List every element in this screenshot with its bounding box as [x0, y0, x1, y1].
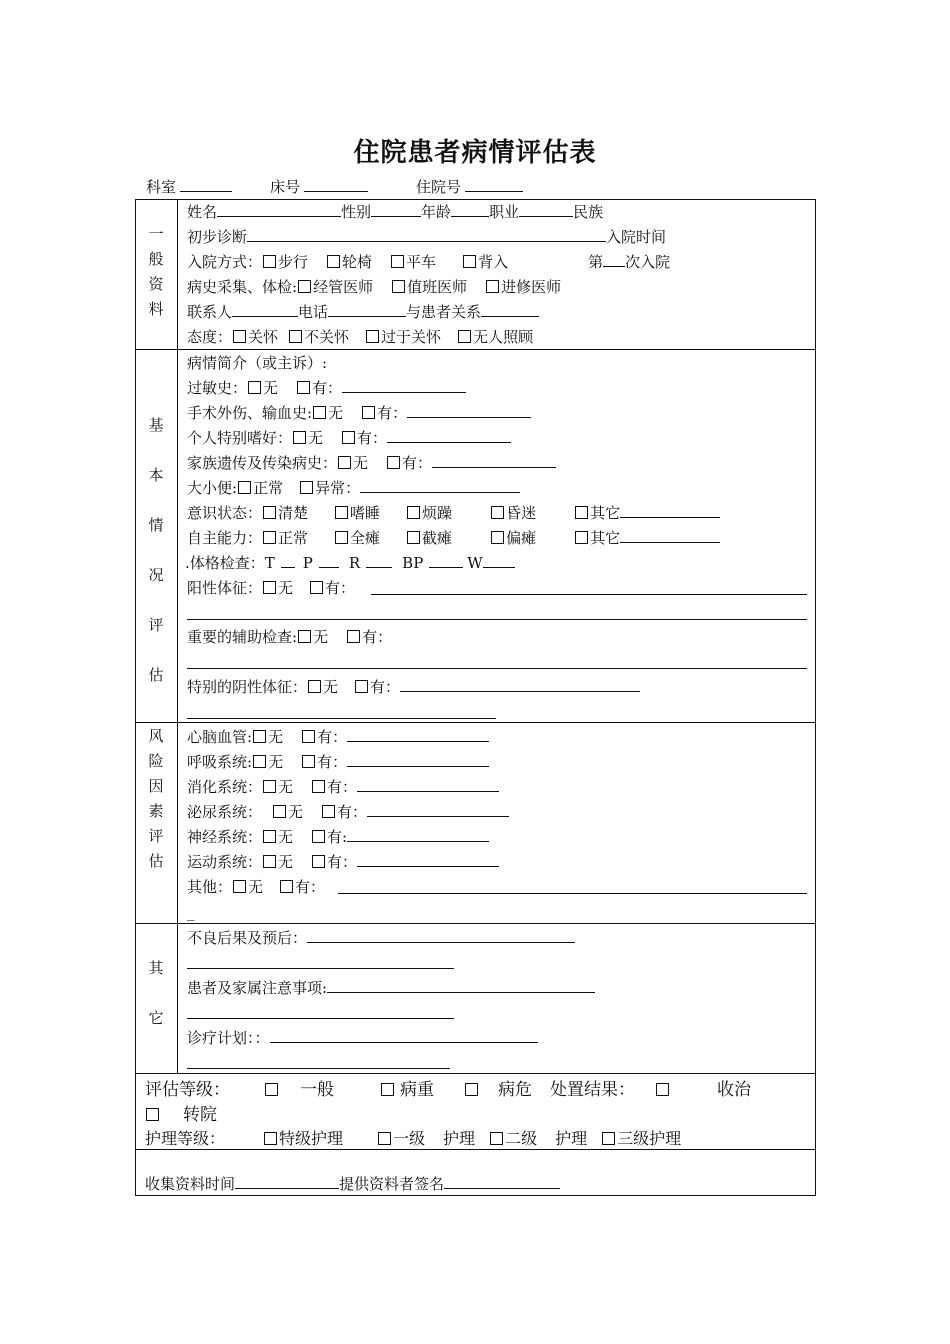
resp-system-field[interactable]	[347, 752, 489, 767]
name-field[interactable]	[217, 202, 341, 217]
checkbox[interactable]	[263, 581, 276, 594]
admission-no-field[interactable]	[465, 177, 523, 192]
checkbox[interactable]	[602, 1132, 615, 1145]
checkbox[interactable]	[378, 1132, 391, 1145]
checkbox[interactable]	[392, 280, 405, 293]
care-level-row: 护理等级： 特级护理 一级 护理 二级 护理 三级护理	[145, 1129, 682, 1148]
checkbox[interactable]	[263, 780, 276, 793]
general-row-2: 初步诊断 入院时间	[187, 228, 667, 246]
pulse-field[interactable]	[319, 553, 339, 568]
checkbox[interactable]	[264, 1132, 277, 1145]
checkbox[interactable]	[355, 680, 368, 693]
checkbox[interactable]	[312, 830, 325, 843]
checkbox[interactable]	[322, 805, 335, 818]
bp-field[interactable]	[429, 553, 463, 568]
section-divider	[135, 1073, 816, 1074]
checkbox[interactable]	[391, 255, 404, 268]
resp-field[interactable]	[366, 553, 392, 568]
header-fields	[146, 176, 527, 197]
plan-field[interactable]	[270, 1028, 538, 1043]
checkbox[interactable]	[465, 1083, 478, 1096]
checkbox[interactable]	[248, 381, 261, 394]
outcome-field-2[interactable]	[187, 968, 454, 969]
phone-field[interactable]	[328, 302, 406, 317]
motor-field[interactable]	[357, 852, 499, 867]
general-row-4: 病史采集、体检: 经管医师 值班医师 进修医师	[187, 278, 562, 296]
checkbox[interactable]	[308, 680, 321, 693]
page-title: 住院患者病情评估表	[353, 138, 597, 168]
checkbox[interactable]	[347, 630, 360, 643]
label-column-divider	[177, 199, 178, 1073]
checkbox[interactable]	[342, 431, 355, 444]
resp-row: 呼吸系统: 无 有：	[187, 750, 489, 775]
checkbox[interactable]	[575, 531, 588, 544]
family-row: 家族遗传及传染病史： 无 有：	[187, 451, 556, 476]
aux-row: 重要的辅助检查: 无 有：	[187, 628, 393, 646]
section-label-other: 其 它	[148, 959, 164, 1027]
checkbox[interactable]	[263, 531, 276, 544]
checkbox[interactable]	[407, 506, 420, 519]
aux-field[interactable]	[187, 668, 807, 669]
positive-field-2[interactable]	[187, 619, 807, 620]
outcome-field[interactable]	[307, 928, 575, 943]
notice-field[interactable]	[327, 978, 595, 993]
digest-field[interactable]	[357, 777, 499, 792]
bed-label: 床号	[270, 178, 301, 196]
section-label-basic: 基 本 情 况 评 估	[148, 416, 164, 684]
checkbox[interactable]	[491, 506, 504, 519]
checkbox[interactable]	[263, 506, 276, 519]
checkbox[interactable]	[313, 406, 326, 419]
general-row-5: 联系人 电话 与患者关系	[187, 300, 539, 325]
checkbox[interactable]	[298, 280, 311, 293]
checkbox[interactable]	[233, 880, 246, 893]
checkbox[interactable]	[146, 1108, 159, 1121]
others-field[interactable]	[338, 893, 807, 894]
collect-time-field[interactable]	[235, 1174, 339, 1189]
diagnosis-field[interactable]	[247, 227, 606, 242]
selfcare-other-field[interactable]	[620, 528, 720, 543]
positive-row: 阳性体征： 无 有：	[187, 579, 356, 597]
checkbox[interactable]	[335, 531, 348, 544]
dept-field[interactable]	[180, 177, 232, 192]
basic-summary: 病情简介（或主诉）:	[187, 354, 328, 372]
general-row-6: 态度： 关怀 不关怀 过于关怀 无人照顾	[187, 328, 534, 346]
section-label-general: 一 般 资 料	[148, 225, 164, 318]
checkbox[interactable]	[263, 830, 276, 843]
digest-row: 消化系统： 无 有：	[187, 775, 499, 800]
conscious-row: 意识状态： 清楚 嗜睡 烦躁 昏迷 其它	[187, 501, 720, 526]
eval-level-row: 评估等级： 一般 病重 病危 处置结果： 收治	[145, 1080, 751, 1100]
notice-field-2[interactable]	[187, 1018, 454, 1019]
checkbox[interactable]	[338, 456, 351, 469]
negative-field[interactable]	[400, 677, 640, 692]
positive-field[interactable]	[371, 594, 807, 595]
transfer-row: 转院	[145, 1100, 217, 1125]
surgery-row: 手术外伤、输血史: 无 有：	[187, 401, 531, 426]
negative-row: 特别的阴性体征： 无 有：	[187, 675, 640, 700]
temp-field[interactable]	[281, 553, 295, 568]
bowel-field[interactable]	[360, 478, 520, 493]
urinary-row: 泌尿系统： 无 有：	[187, 800, 509, 825]
checkbox[interactable]	[300, 481, 313, 494]
checkbox[interactable]	[293, 431, 306, 444]
checkbox[interactable]	[362, 406, 375, 419]
section-label-risk: 风 险 因 素 评 估	[148, 727, 164, 870]
checkbox[interactable]	[407, 531, 420, 544]
checkbox[interactable]	[302, 730, 315, 743]
gender-field[interactable]	[371, 202, 421, 217]
negative-field-2[interactable]	[187, 718, 496, 719]
checkbox[interactable]	[289, 330, 302, 343]
habit-field[interactable]	[387, 428, 511, 443]
checkbox[interactable]	[312, 780, 325, 793]
checkbox[interactable]	[263, 255, 276, 268]
checkbox[interactable]	[265, 1083, 278, 1096]
checkbox[interactable]	[381, 1083, 394, 1096]
urinary-field[interactable]	[367, 802, 509, 817]
selfcare-row: 自主能力： 正常 全瘫 截瘫 偏瘫 其它	[187, 526, 720, 551]
plan-row: 诊疗计划：：	[187, 1026, 538, 1051]
checkbox[interactable]	[253, 755, 266, 768]
allergy-field[interactable]	[342, 378, 466, 393]
others-tail: _	[187, 903, 195, 921]
bowel-row: 大小便: 正常 异常：	[187, 476, 520, 501]
checkbox[interactable]	[297, 381, 310, 394]
checkbox[interactable]	[327, 255, 340, 268]
checkbox[interactable]	[656, 1083, 669, 1096]
section-divider	[135, 923, 816, 924]
checkbox[interactable]	[253, 730, 266, 743]
provider-signature-field[interactable]	[444, 1174, 560, 1189]
checkbox[interactable]	[575, 506, 588, 519]
checkbox[interactable]	[458, 330, 471, 343]
habit-row: 个人特别嗜好： 无 有：	[187, 426, 511, 451]
checkbox[interactable]	[273, 805, 286, 818]
cardio-field[interactable]	[347, 727, 489, 742]
signature-row: 收集资料时间 提供资料者签名	[145, 1173, 560, 1194]
checkbox[interactable]	[486, 280, 499, 293]
weight-field[interactable]	[483, 553, 515, 568]
relation-field[interactable]	[481, 302, 539, 317]
motor-row: 运动系统： 无 有：	[187, 850, 499, 875]
admission-count-field[interactable]	[603, 252, 625, 267]
notice-row: 患者及家属注意事项:	[187, 976, 595, 1001]
admission-no-label: 住院号	[416, 178, 462, 196]
conscious-other-field[interactable]	[620, 503, 720, 518]
checkbox[interactable]	[310, 581, 323, 594]
dept-label: 科室	[146, 178, 177, 196]
checkbox[interactable]	[238, 481, 251, 494]
checkbox[interactable]	[280, 880, 293, 893]
outcome-row: 不良后果及预后：	[187, 926, 575, 951]
checkbox[interactable]	[387, 456, 400, 469]
allergy-row: 过敏史： 无 有：	[187, 376, 466, 401]
checkbox[interactable]	[335, 506, 348, 519]
section-divider	[135, 722, 816, 723]
plan-field-2[interactable]	[187, 1068, 450, 1069]
neuro-field[interactable]	[347, 827, 489, 842]
checkbox[interactable]	[312, 855, 325, 868]
checkbox[interactable]	[366, 330, 379, 343]
section-divider	[135, 1149, 816, 1150]
bed-field[interactable]	[304, 177, 368, 192]
neuro-row: 神经系统： 无 有:	[187, 825, 489, 850]
general-row-1: 姓名 性别 年龄 职业 民族	[187, 203, 604, 221]
cardio-row: 心脑血管: 无 有：	[187, 725, 489, 750]
exam-row: .体格检查：T P R BP W	[185, 551, 515, 576]
others-row: 其他： 无 有：	[187, 878, 326, 896]
checkbox[interactable]	[490, 1132, 503, 1145]
job-field[interactable]	[519, 202, 573, 217]
checkbox[interactable]	[463, 255, 476, 268]
surgery-field[interactable]	[407, 403, 531, 418]
checkbox[interactable]	[491, 531, 504, 544]
family-field[interactable]	[432, 453, 556, 468]
checkbox[interactable]	[298, 630, 311, 643]
checkbox[interactable]	[263, 855, 276, 868]
contact-field[interactable]	[232, 302, 298, 317]
general-row-3: 入院方式： 步行 轮椅 平车 背入 第 次入院	[187, 253, 671, 271]
checkbox[interactable]	[302, 755, 315, 768]
age-field[interactable]	[451, 202, 489, 217]
checkbox[interactable]	[233, 330, 246, 343]
